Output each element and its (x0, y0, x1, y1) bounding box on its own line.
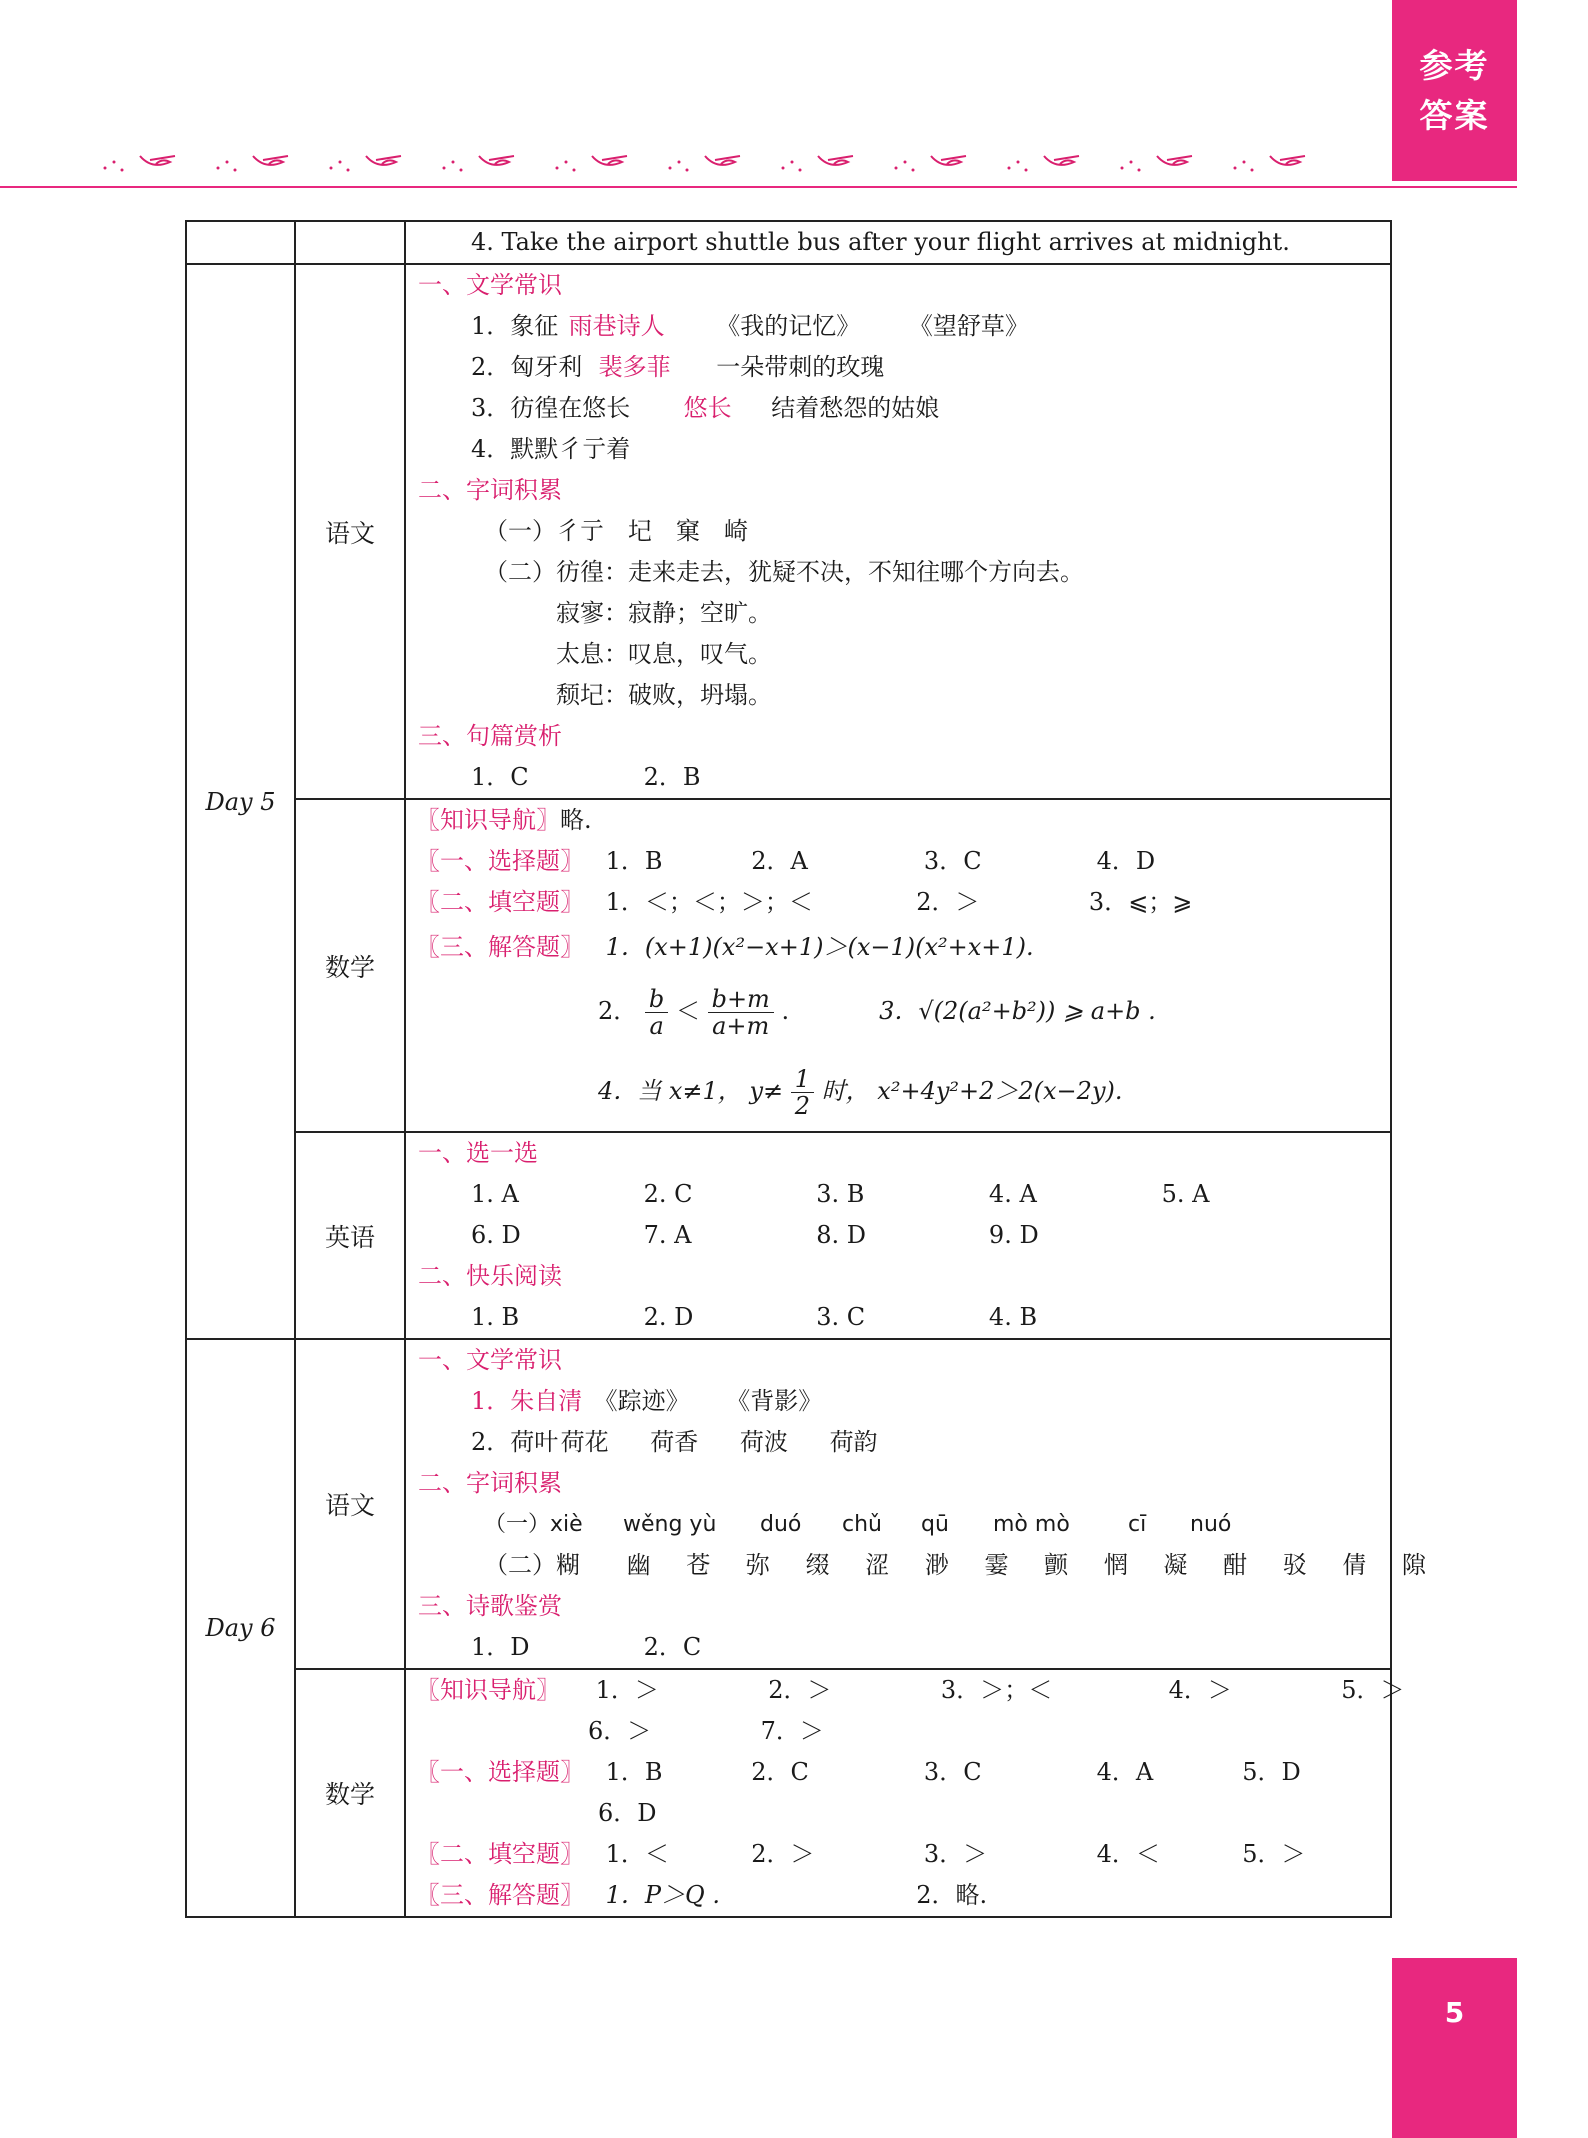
answer-line: 1．D 2．C (471, 1633, 702, 1661)
answer-cell (405, 799, 1391, 1132)
answer-line: 1. B 2. D 3. C 4. B (471, 1303, 1038, 1331)
answer-line: （一）彳亍 圮 窠 崎 (484, 517, 748, 545)
table-row (186, 264, 1391, 799)
answer-line: （二）糊 幽 苍 弥 缀 涩 渺 霎 颤 惘 凝 酣 驳 倩 隙 (484, 1551, 1426, 1579)
answer-line: 1．C 2．B (471, 763, 701, 791)
answer-line: 〖知识导航〗 1．＞ 2．＞ 3．＞；＜ 4．＞ 5．＞ (416, 1676, 1405, 1704)
page-number-tab (1392, 1958, 1517, 2138)
answer-line: 寂寥：寂静；空旷。 (556, 599, 772, 627)
answer-line: 〖一、选择题〗 1．B 2．A 3．C 4．D (416, 847, 1156, 875)
answer-line: 〖三、解答题〗 1．(x+1)(x²−x+1)＞(x−1)(x²+x+1). (416, 933, 1034, 961)
answer-line: 6. D 7. A 8. D 9. D (471, 1221, 1039, 1249)
fraction: $\frac{b}{a}$ (645, 986, 668, 1039)
answer-line: 颓圮：破败，坍塌。 (556, 681, 772, 709)
answer-line: 4．默默彳亍着 (471, 435, 631, 463)
section-heading: 二、字词积累 (418, 476, 562, 504)
answer-line: 3．彷徨在悠长 悠长 结着愁怨的姑娘 (471, 394, 940, 422)
section-heading: 一、选一选 (418, 1139, 538, 1167)
section-heading: 二、字词积累 (418, 1469, 562, 1497)
section-heading: 二、快乐阅读 (418, 1262, 562, 1290)
answer-line: 6．＞ 7．＞ (588, 1717, 824, 1745)
section-tab-line2: 答案 (1419, 95, 1490, 135)
subject-label: 数学 (295, 799, 405, 1132)
answer-line: 6．D (598, 1799, 657, 1827)
table-row (186, 221, 1391, 264)
section-heading: 一、文学常识 (418, 1346, 562, 1374)
answer-line: 太息：叹息，叹气。 (556, 640, 772, 668)
table-row (186, 1339, 1391, 1669)
answer-line: （二）彷徨：走来走去，犹疑不决，不知往哪个方向去。 (484, 558, 1084, 586)
answer-line: （一）xiè wěng yù duó chǔ qū mò mò cī nuó (484, 1512, 1232, 1537)
answer-cell (405, 264, 1391, 799)
subject-label: 英语 (295, 1132, 405, 1339)
answer-table (185, 220, 1426, 1918)
answer-line: 2．匈牙利 裴多菲 一朵带刺的玫瑰 (471, 353, 885, 381)
table-row (186, 1132, 1391, 1339)
section-heading: 三、句篇赏析 (418, 722, 562, 750)
answer-line: 〖二、填空题〗 1．＜；＜；＞；＜ 2．＞ 3．⩽；⩾ (416, 888, 1193, 916)
bird-pattern-icon (100, 146, 1350, 182)
table-row (186, 799, 1391, 1132)
decorative-bird-border (100, 146, 1350, 182)
subject-label: 语文 (295, 264, 405, 799)
answer-line: 1．象征 雨巷诗人 《我的记忆》 《望舒草》 (471, 312, 1029, 340)
answer-line: 2．荷叶 荷花 荷香 荷波 荷韵 (471, 1428, 878, 1456)
subject-label: 数学 (295, 1669, 405, 1917)
subject-label: 语文 (295, 1339, 405, 1669)
header-rule (0, 186, 1517, 188)
answer-line: 1. A 2. C 3. B 4. A 5. A (471, 1180, 1210, 1208)
section-tab (1392, 0, 1517, 181)
answer-line: 4．当 x≠1， y≠ $\frac{1}{2}$ 时， x²+4y²+2＞2(x−2y). (598, 1065, 1123, 1120)
answer-line: 〖一、选择题〗 1．B 2．C 3．C 4．A 5．D (416, 1758, 1301, 1786)
section-heading: 三、诗歌鉴赏 (418, 1592, 562, 1620)
answer-cell (405, 1132, 1391, 1339)
answer-cell (405, 1669, 1405, 1917)
answer-line: 2． $\frac{b}{a}$ ＜ $\frac{b+m}{a+m}$ . 3．√(2(a²+b²)) ⩾ a+b . (598, 985, 1156, 1040)
table-row (186, 1669, 1391, 1917)
day-label: Day 6 (186, 1339, 295, 1917)
answer-cell (405, 1339, 1426, 1669)
answer-line: 〖知识导航〗略. (416, 806, 592, 834)
page-number: 5 (1444, 1996, 1465, 2029)
answer-line: 1．朱自清 《踪迹》 《背影》 (471, 1387, 823, 1415)
fraction: $\frac{1}{2}$ (791, 1066, 814, 1119)
english-answer-line: 4. Take the airport shuttle bus after your flight arrives at midnight. (471, 228, 1290, 256)
section-heading: 一、文学常识 (418, 271, 562, 299)
section-tab-line1: 参考 (1419, 45, 1490, 85)
answer-line: 〖二、填空题〗 1．＜ 2．＞ 3．＞ 4．＜ 5．＞ (416, 1840, 1306, 1868)
day-label: Day 5 (186, 264, 295, 1339)
answer-line: 〖三、解答题〗 1．P＞Q . 2．略. (416, 1881, 988, 1909)
fraction: $\frac{b+m}{a+m}$ (708, 986, 774, 1039)
